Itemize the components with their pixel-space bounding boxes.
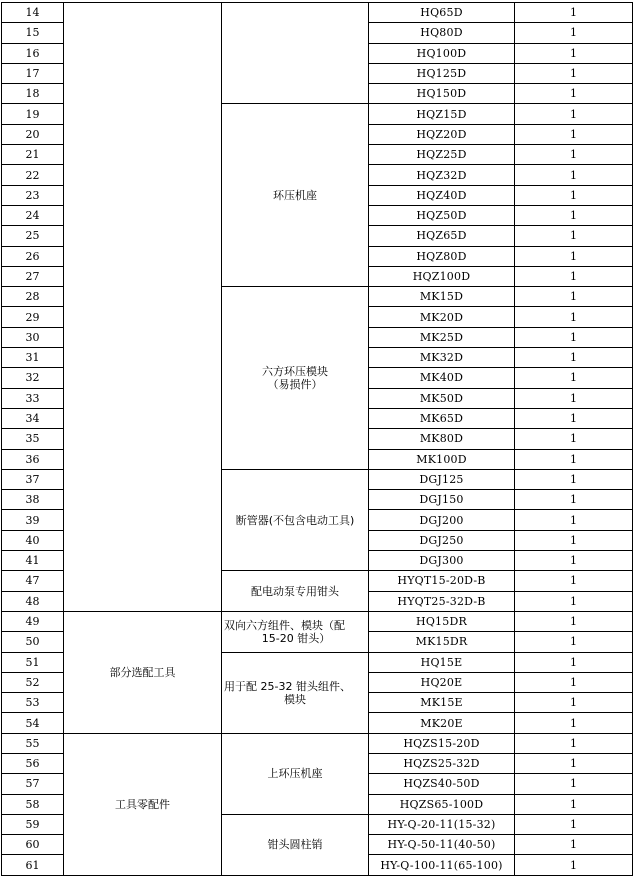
category-optional-tools: 部分选配工具 (64, 611, 222, 733)
model-cell: HQZ50D (369, 205, 515, 225)
row-number: 57 (2, 774, 64, 794)
row-number: 60 (2, 835, 64, 855)
row-number: 27 (2, 266, 64, 286)
quantity-cell: 1 (515, 388, 633, 408)
subcategory-jaw-pin: 钳头圆柱销 (222, 814, 369, 875)
subcategory-bidirectional-module (222, 611, 369, 652)
subcategory-pump-jaw: 配电动泵专用钳头 (222, 571, 369, 612)
quantity-cell: 1 (515, 23, 633, 43)
quantity-cell: 1 (515, 348, 633, 368)
model-cell: MK50D (369, 388, 515, 408)
quantity-cell: 1 (515, 469, 633, 489)
model-cell: DGJ250 (369, 530, 515, 550)
quantity-cell: 1 (515, 855, 633, 875)
row-number: 35 (2, 429, 64, 449)
subcategory-line: 用于配 25-32 钳头组件、 (224, 679, 351, 693)
model-cell: HQZ20D (369, 124, 515, 144)
quantity-cell: 1 (515, 307, 633, 327)
model-cell: HQZ65D (369, 226, 515, 246)
model-cell: HQ65D (369, 3, 515, 23)
row-number: 34 (2, 408, 64, 428)
subcategory-cell-blank (222, 3, 369, 104)
quantity-cell: 1 (515, 733, 633, 753)
model-cell: HQ15E (369, 652, 515, 672)
quantity-cell: 1 (515, 551, 633, 571)
quantity-cell: 1 (515, 753, 633, 773)
row-number: 14 (2, 3, 64, 23)
row-number: 28 (2, 287, 64, 307)
row-number: 52 (2, 672, 64, 692)
model-cell: HQ80D (369, 23, 515, 43)
row-number: 15 (2, 23, 64, 43)
row-number: 17 (2, 63, 64, 83)
quantity-cell: 1 (515, 368, 633, 388)
row-number: 51 (2, 652, 64, 672)
model-cell: MK20D (369, 307, 515, 327)
model-cell: DGJ150 (369, 490, 515, 510)
row-number: 58 (2, 794, 64, 814)
model-cell: MK32D (369, 348, 515, 368)
quantity-cell: 1 (515, 835, 633, 855)
model-cell: HYQT15-20D-B (369, 571, 515, 591)
model-cell: HQ15DR (369, 611, 515, 631)
model-cell: DGJ300 (369, 551, 515, 571)
quantity-cell: 1 (515, 530, 633, 550)
model-cell: HY-Q-20-11(15-32) (369, 814, 515, 834)
row-number: 39 (2, 510, 64, 530)
model-cell: HQ125D (369, 63, 515, 83)
quantity-cell: 1 (515, 632, 633, 652)
model-cell: HQZS40-50D (369, 774, 515, 794)
model-cell: MK25D (369, 327, 515, 347)
row-number: 32 (2, 368, 64, 388)
subcategory-line: 15-20 钳头） (261, 631, 331, 645)
model-cell: HQZS25-32D (369, 753, 515, 773)
subcategory-jaw-25-32 (222, 652, 369, 733)
row-number: 18 (2, 84, 64, 104)
quantity-cell: 1 (515, 145, 633, 165)
model-cell: HY-Q-50-11(40-50) (369, 835, 515, 855)
model-cell: HQZS65-100D (369, 794, 515, 814)
row-number: 48 (2, 591, 64, 611)
row-number: 53 (2, 693, 64, 713)
model-cell: HQZ32D (369, 165, 515, 185)
model-cell: HY-Q-100-11(65-100) (369, 855, 515, 875)
quantity-cell: 1 (515, 490, 633, 510)
quantity-cell: 1 (515, 408, 633, 428)
quantity-cell: 1 (515, 429, 633, 449)
quantity-cell: 1 (515, 327, 633, 347)
quantity-cell: 1 (515, 84, 633, 104)
row-number: 38 (2, 490, 64, 510)
quantity-cell: 1 (515, 693, 633, 713)
subcategory-ring-press-base: 环压机座 (222, 104, 369, 287)
quantity-cell: 1 (515, 814, 633, 834)
subcategory-pipe-cutter: 断管器(不包含电动工具) (222, 469, 369, 570)
model-cell: MK40D (369, 368, 515, 388)
row-number: 29 (2, 307, 64, 327)
model-cell: HQZS15-20D (369, 733, 515, 753)
table-row (2, 733, 633, 753)
model-cell: DGJ200 (369, 510, 515, 530)
model-cell: MK15DR (369, 632, 515, 652)
row-number: 61 (2, 855, 64, 875)
quantity-cell: 1 (515, 672, 633, 692)
row-number: 54 (2, 713, 64, 733)
quantity-cell: 1 (515, 226, 633, 246)
row-number: 47 (2, 571, 64, 591)
row-number: 24 (2, 205, 64, 225)
row-number: 50 (2, 632, 64, 652)
model-cell: DGJ125 (369, 469, 515, 489)
model-cell: MK100D (369, 449, 515, 469)
quantity-cell: 1 (515, 713, 633, 733)
quantity-cell: 1 (515, 266, 633, 286)
model-cell: MK80D (369, 429, 515, 449)
model-cell: MK20E (369, 713, 515, 733)
model-cell: HQZ80D (369, 246, 515, 266)
model-cell: HQZ100D (369, 266, 515, 286)
quantity-cell: 1 (515, 104, 633, 124)
row-number: 33 (2, 388, 64, 408)
model-cell: HQZ40D (369, 185, 515, 205)
subcategory-line: 双向六方组件、模块（配 (224, 618, 345, 632)
row-number: 16 (2, 43, 64, 63)
row-number: 40 (2, 530, 64, 550)
row-number: 49 (2, 611, 64, 631)
quantity-cell: 1 (515, 165, 633, 185)
quantity-cell: 1 (515, 246, 633, 266)
quantity-cell: 1 (515, 43, 633, 63)
row-number: 30 (2, 327, 64, 347)
table-row (2, 611, 633, 631)
row-number: 55 (2, 733, 64, 753)
row-number: 56 (2, 753, 64, 773)
quantity-cell: 1 (515, 449, 633, 469)
quantity-cell: 1 (515, 591, 633, 611)
row-number: 31 (2, 348, 64, 368)
model-cell: HQZ25D (369, 145, 515, 165)
model-cell: MK65D (369, 408, 515, 428)
quantity-cell: 1 (515, 205, 633, 225)
subcategory-line: 六方环压模块 (262, 364, 328, 378)
category-tool-parts: 工具零配件 (64, 733, 222, 875)
row-number: 37 (2, 469, 64, 489)
quantity-cell: 1 (515, 774, 633, 794)
row-number: 21 (2, 145, 64, 165)
quantity-cell: 1 (515, 510, 633, 530)
row-number: 20 (2, 124, 64, 144)
quantity-cell: 1 (515, 794, 633, 814)
row-number: 23 (2, 185, 64, 205)
model-cell: MK15E (369, 693, 515, 713)
quantity-cell: 1 (515, 124, 633, 144)
category-cell-blank (64, 3, 222, 612)
quantity-cell: 1 (515, 185, 633, 205)
quantity-cell: 1 (515, 3, 633, 23)
subcategory-line: 模块 (284, 692, 306, 706)
subcategory-upper-base: 上环压机座 (222, 733, 369, 814)
row-number: 19 (2, 104, 64, 124)
model-cell: HQZ15D (369, 104, 515, 124)
quantity-cell: 1 (515, 63, 633, 83)
quantity-cell: 1 (515, 571, 633, 591)
subcategory-hex-module (222, 287, 369, 470)
row-number: 59 (2, 814, 64, 834)
parts-table (1, 2, 633, 876)
model-cell: HQ20E (369, 672, 515, 692)
row-number: 41 (2, 551, 64, 571)
quantity-cell: 1 (515, 652, 633, 672)
row-number: 22 (2, 165, 64, 185)
row-number: 26 (2, 246, 64, 266)
model-cell: MK15D (369, 287, 515, 307)
model-cell: HQ100D (369, 43, 515, 63)
model-cell: HYQT25-32D-B (369, 591, 515, 611)
row-number: 25 (2, 226, 64, 246)
subcategory-line: （易损件） (267, 377, 323, 391)
model-cell: HQ150D (369, 84, 515, 104)
quantity-cell: 1 (515, 287, 633, 307)
table-row (2, 3, 633, 23)
row-number: 36 (2, 449, 64, 469)
quantity-cell: 1 (515, 611, 633, 631)
